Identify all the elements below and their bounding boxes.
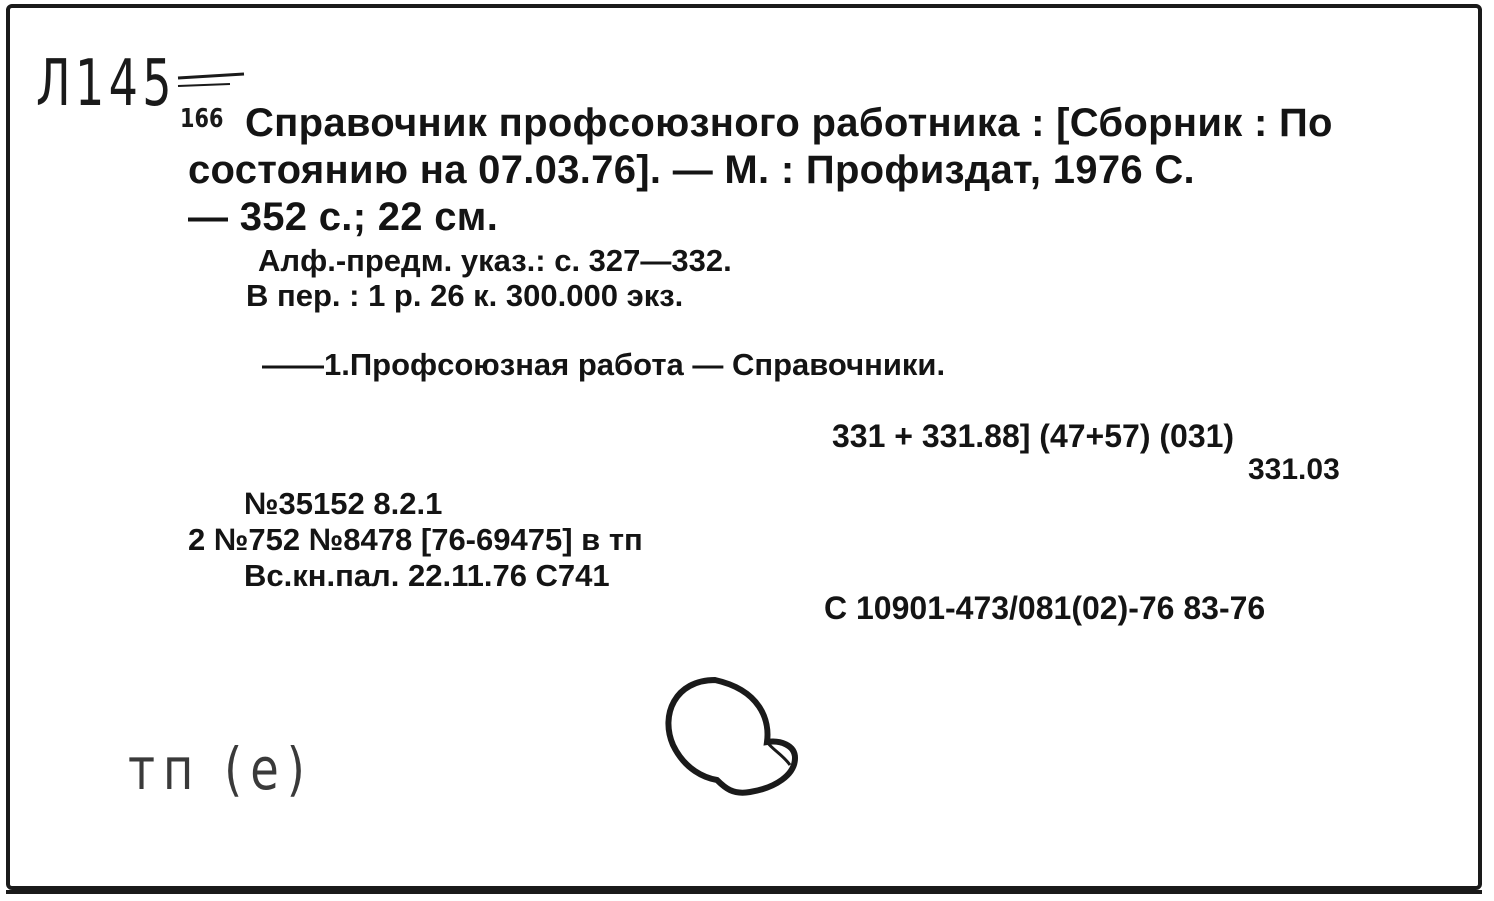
shelf-mark-sub: 166 bbox=[180, 104, 224, 134]
book-chamber-line: Вс.кн.пал. 22.11.76 С741 bbox=[244, 558, 610, 593]
publisher-code: С 10901-473/081(02)-76 83-76 bbox=[824, 590, 1266, 626]
udc-code: 331 + 331.88] (47+57) (031) bbox=[832, 418, 1235, 454]
subject-heading: ——1.Профсоюзная работа — Справочники. bbox=[262, 347, 946, 382]
shelf-mark: Л145 bbox=[36, 47, 176, 121]
title-line-2: состоянию на 07.03.76]. — М. : Профиздат, 1976 С. bbox=[188, 148, 1195, 192]
card-number: №35152 8.2.1 bbox=[244, 486, 443, 521]
bbk-code: 331.03 bbox=[1248, 453, 1340, 486]
handwritten-note: тп (е) bbox=[128, 735, 313, 803]
title-line-3: — 352 с.; 22 см. bbox=[188, 195, 499, 239]
ink-loop-mark bbox=[655, 670, 815, 820]
price-note: В пер. : 1 р. 26 к. 300.000 экз. bbox=[246, 278, 684, 313]
registration-line: 2 №752 №8478 [76-69475] в тп bbox=[188, 522, 643, 557]
title-line-1: Справочник профсоюзного работника : [Сборник : По bbox=[245, 101, 1333, 145]
index-note: Алф.-предм. указ.: с. 327—332. bbox=[258, 243, 732, 278]
